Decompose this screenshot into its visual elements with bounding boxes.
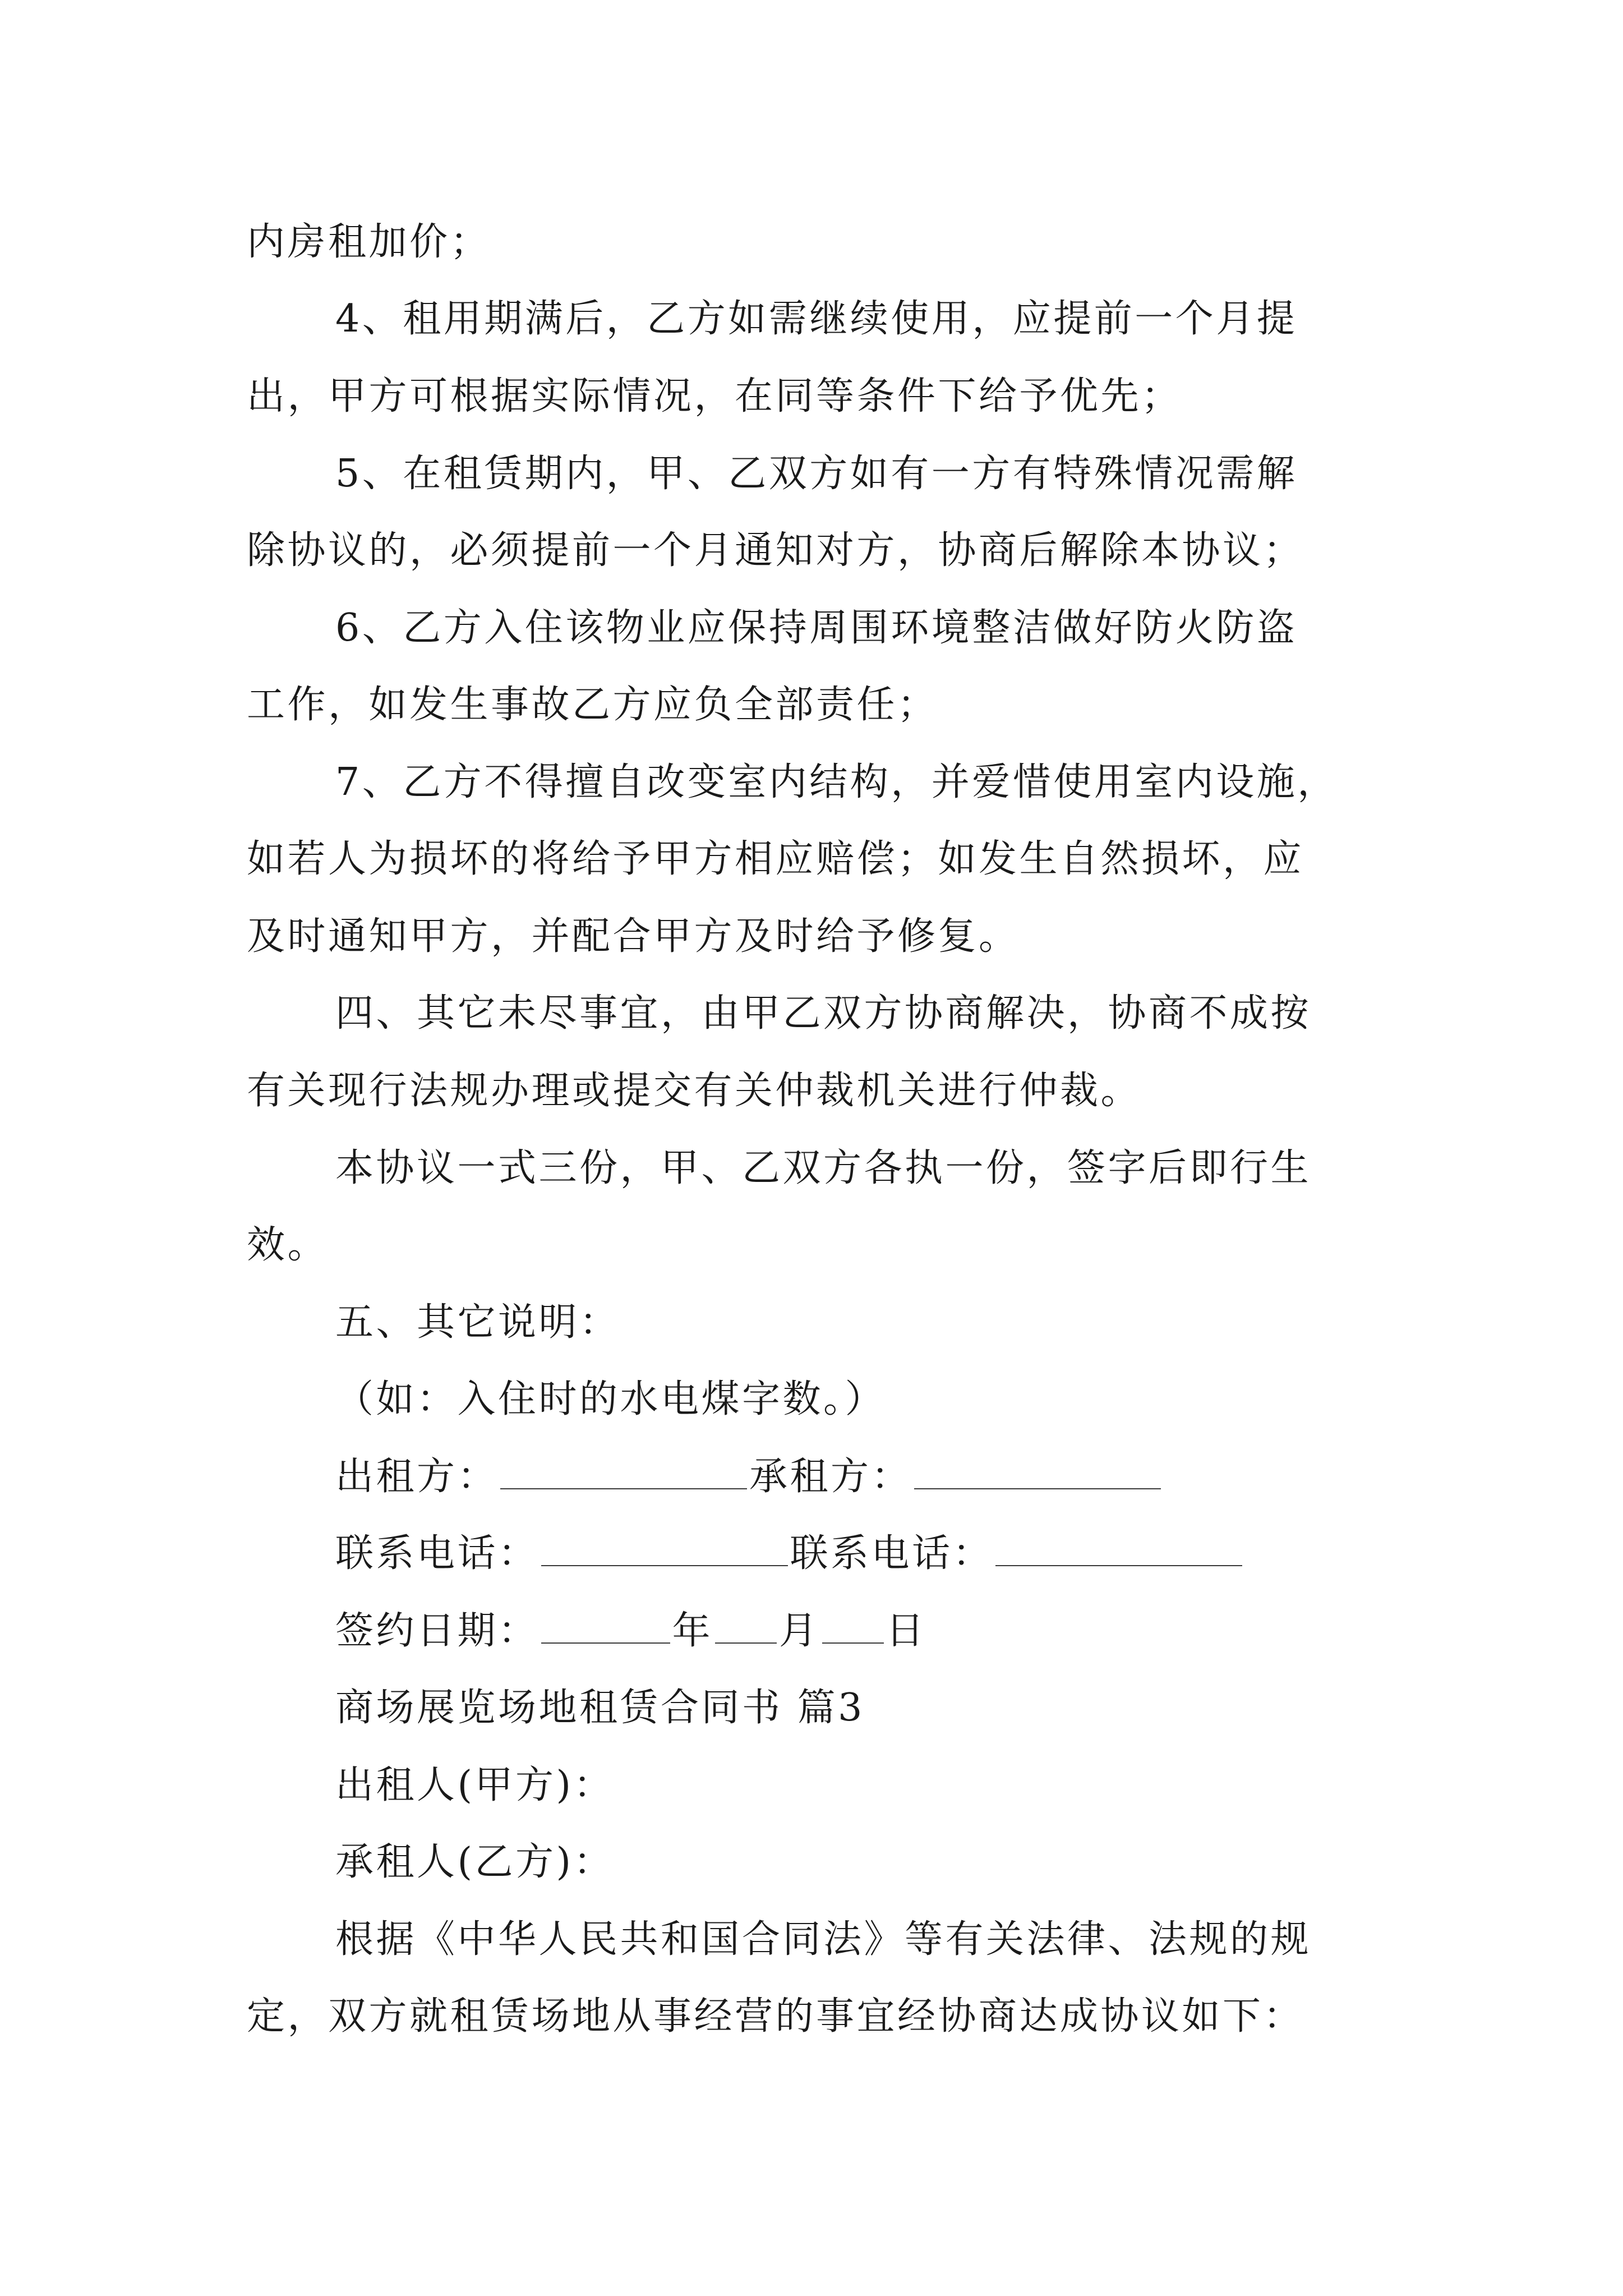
section-4-line-1: 四、其它未尽事宜，由甲乙双方协商解决，协商不成按: [335, 991, 1312, 1036]
phone-blank-lessee: [995, 1559, 1242, 1566]
lessee-blank: [914, 1483, 1161, 1489]
clause-7-line-3: 及时通知甲方，并配合甲方及时给予修复。: [247, 914, 1020, 959]
intro-line-1: 根据《中华人民共和国合同法》等有关法律、法规的规: [335, 1917, 1312, 1962]
clause-4-line-2: 出，甲方可根据实际情况，在同等条件下给予优先；: [247, 374, 1182, 418]
section-5-note: （如：入住时的水电煤字数。）: [335, 1377, 886, 1421]
party-a-line: 出租人(甲方)：: [335, 1763, 615, 1807]
clause-4-line-1: 4、租用期满后，乙方如需继续使用，应提前一个月提: [335, 297, 1298, 341]
clause-5-line-2: 除协议的，必须提前一个月通知对方，协商后解除本协议；: [247, 528, 1304, 573]
day-label: 日: [886, 1609, 927, 1653]
phone-blank-lessor: [541, 1559, 788, 1566]
year-blank: [541, 1637, 670, 1644]
signature-date-line: [335, 1609, 926, 1654]
intro-line-2: 定，双方就租赁场地从事经营的事宜经协商达成协议如下：: [247, 1994, 1304, 2039]
copies-line-2: 效。: [247, 1223, 329, 1267]
lessor-label: 出租方：: [335, 1455, 499, 1499]
lessor-blank: [500, 1483, 747, 1489]
section-4-line-2: 有关现行法规办理或提交有关仲裁机关进行仲裁。: [247, 1069, 1142, 1113]
copies-line-1: 本协议一式三份，甲、乙双方各执一份，签字后即行生: [335, 1146, 1312, 1190]
phone-label-lessee: 联系电话：: [790, 1531, 994, 1576]
year-label: 年: [672, 1609, 713, 1653]
clause-5-line-1: 5、在租赁期内，甲、乙双方如有一方有特殊情况需解: [335, 452, 1298, 496]
lessee-label: 承租方：: [749, 1455, 912, 1499]
day-blank: [822, 1637, 884, 1644]
clause-7-line-2: 如若人为损坏的将给予甲方相应赔偿；如发生自然损坏，应: [247, 837, 1304, 881]
text-line: 内房租加价；: [247, 220, 491, 264]
clause-6-line-2: 工作，如发生事故乙方应负全部责任；: [247, 683, 938, 727]
month-blank: [715, 1637, 777, 1644]
section-5-heading: 五、其它说明：: [335, 1300, 620, 1345]
clause-6-line-1: 6、乙方入住该物业应保持周围环境整洁做好防火防盗: [335, 606, 1298, 650]
signature-parties-line: [335, 1455, 1163, 1499]
month-label: 月: [779, 1609, 820, 1653]
date-label: 签约日期：: [335, 1609, 539, 1653]
phone-label-lessor: 联系电话：: [335, 1531, 539, 1576]
signature-phone-line: [335, 1531, 1244, 1576]
party-b-line: 承租人(乙方)：: [335, 1840, 615, 1884]
clause-7-line-1: 7、乙方不得擅自改变室内结构，并爱惜使用室内设施，: [335, 760, 1338, 804]
section-title: 商场展览场地租赁合同书 篇3: [335, 1686, 865, 1730]
